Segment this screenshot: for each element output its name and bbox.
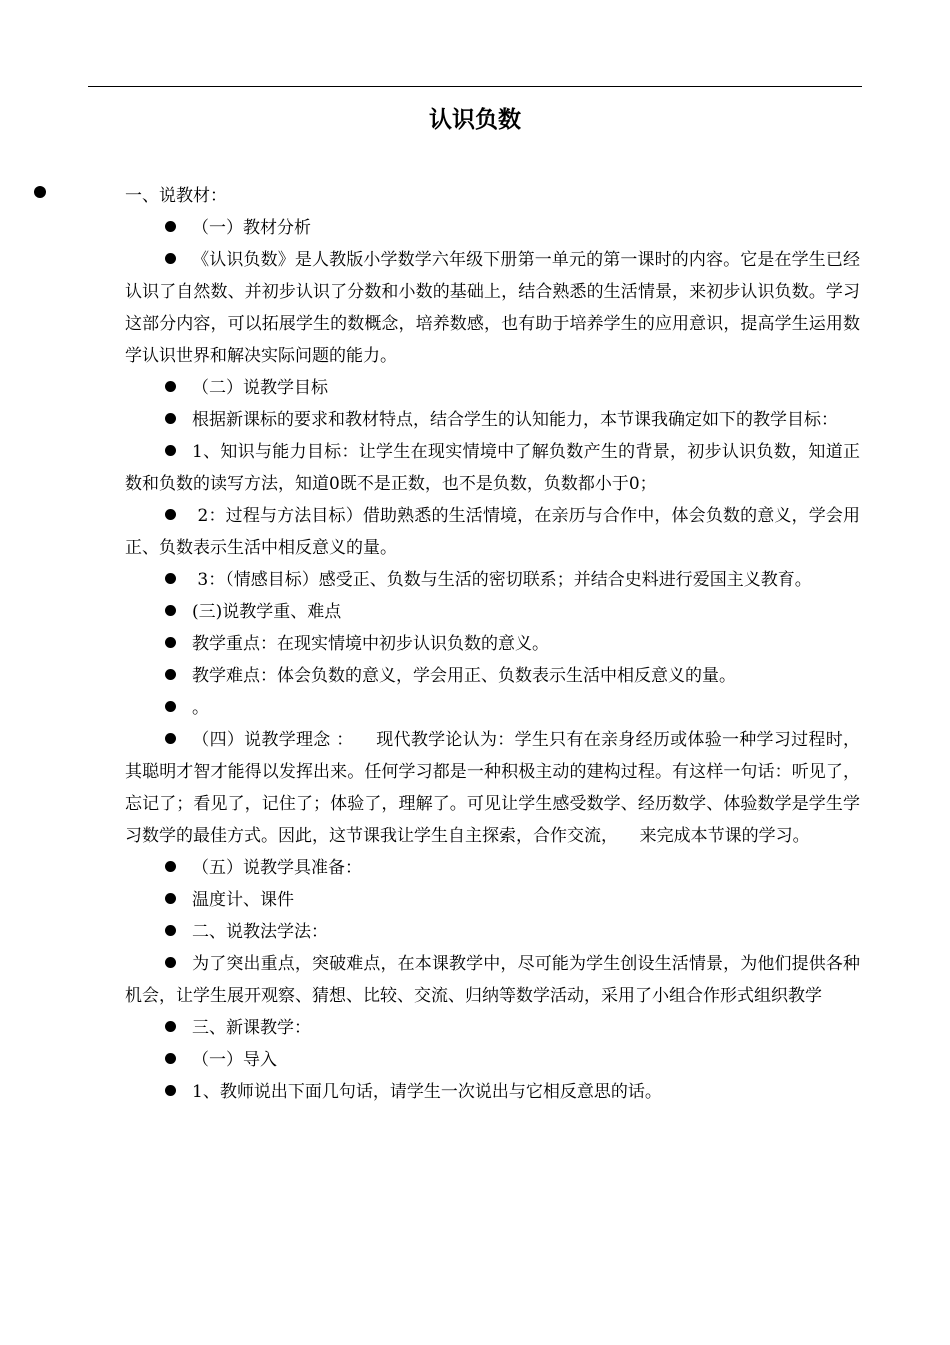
- header-rule: [88, 86, 862, 87]
- paragraph: （四）说教学理念 ： 现代教学论认为：学生只有在亲身经历或体验一种学习过程时，其聪明才智才能得以发挥出来。任何学习都是一种积极主动的建构过程。有这样一句话：听见了，忘记了；看见了，记住了；体验了，理解了。可见让学生感受数学、经历数学、体验数学是学生学习数学的最佳方式。因此，这节课我让学生自主探索，合作交流， 来完成本节课的学习。: [125, 730, 860, 846]
- bullet-icon: [165, 573, 176, 584]
- paragraph: （一）导入: [125, 1044, 860, 1076]
- bullet-icon: [165, 701, 176, 712]
- paragraph: 教学重点：在现实情境中初步认识负数的意义。: [125, 628, 860, 660]
- paragraph: 三、新课教学：: [125, 1012, 860, 1044]
- paragraph: 根据新课标的要求和教材特点，结合学生的认知能力，本节课我确定如下的教学目标：: [125, 404, 860, 436]
- document-body: [125, 180, 860, 1108]
- bullet-icon: [165, 925, 176, 936]
- paragraph: 1、教师说出下面几句话，请学生一次说出与它相反意思的话。: [125, 1076, 860, 1108]
- paragraph: 1、知识与能力目标：让学生在现实情境中了解负数产生的背景，初步认识负数，知道正数和负数的读写方法，知道0既不是正数，也不是负数，负数都小于0；: [125, 442, 860, 494]
- bullet-icon: [165, 381, 176, 392]
- bullet-icon: [165, 1085, 176, 1096]
- paragraph: 温度计、课件: [125, 884, 860, 916]
- paragraph: 教学难点：体会负数的意义，学会用正、负数表示生活中相反意义的量。: [125, 660, 860, 692]
- bullet-icon: [165, 861, 176, 872]
- bullet-icon: [165, 253, 176, 264]
- bullet-icon: [165, 1053, 176, 1064]
- paragraph: 二、说教法学法：: [125, 916, 860, 948]
- bullet-icon: [165, 221, 176, 232]
- bullet-icon: [165, 733, 176, 744]
- paragraph: 。: [125, 692, 860, 724]
- paragraph: （五）说教学具准备：: [125, 852, 860, 884]
- bullet-icon: [165, 957, 176, 968]
- paragraph: 《认识负数》是人教版小学数学六年级下册第一单元的第一课时的内容。它是在学生已经认识了自然数、并初步认识了分数和小数的基础上，结合熟悉的生活情景，来初步认识负数。学习这部分内容，可以拓展学生的数概念，培养数感，也有助于培养学生的应用意识，提高学生运用数学认识世界和解决实际问题的能力。: [125, 250, 860, 366]
- paragraph: 2：过程与方法目标）借助熟悉的生活情境，在亲历与合作中，体会负数的意义，学会用正、负数表示生活中相反意义的量。: [125, 506, 860, 558]
- bullet-icon: [165, 605, 176, 616]
- bullet-icon: [165, 1021, 176, 1032]
- paragraph: (三)说教学重、难点: [125, 596, 860, 628]
- paragraph: （二）说教学目标: [125, 372, 860, 404]
- bullet-icon: [34, 186, 46, 198]
- bullet-icon: [165, 509, 176, 520]
- bullet-icon: [165, 893, 176, 904]
- paragraph: 3：（情感目标）感受正、负数与生活的密切联系；并结合史料进行爱国主义教育。: [125, 564, 860, 596]
- bullet-icon: [165, 445, 176, 456]
- bullet-icon: [165, 637, 176, 648]
- paragraph: 为了突出重点，突破难点，在本课教学中，尽可能为学生创设生活情景，为他们提供各种机会，让学生展开观察、猜想、比较、交流、归纳等数学活动，采用了小组合作形式组织教学: [125, 954, 860, 1006]
- bullet-icon: [165, 413, 176, 424]
- page-title: 认识负数: [429, 106, 521, 133]
- paragraph: 一、说教材：: [125, 186, 227, 206]
- bullet-icon: [165, 669, 176, 680]
- paragraph: （一）教材分析: [125, 212, 860, 244]
